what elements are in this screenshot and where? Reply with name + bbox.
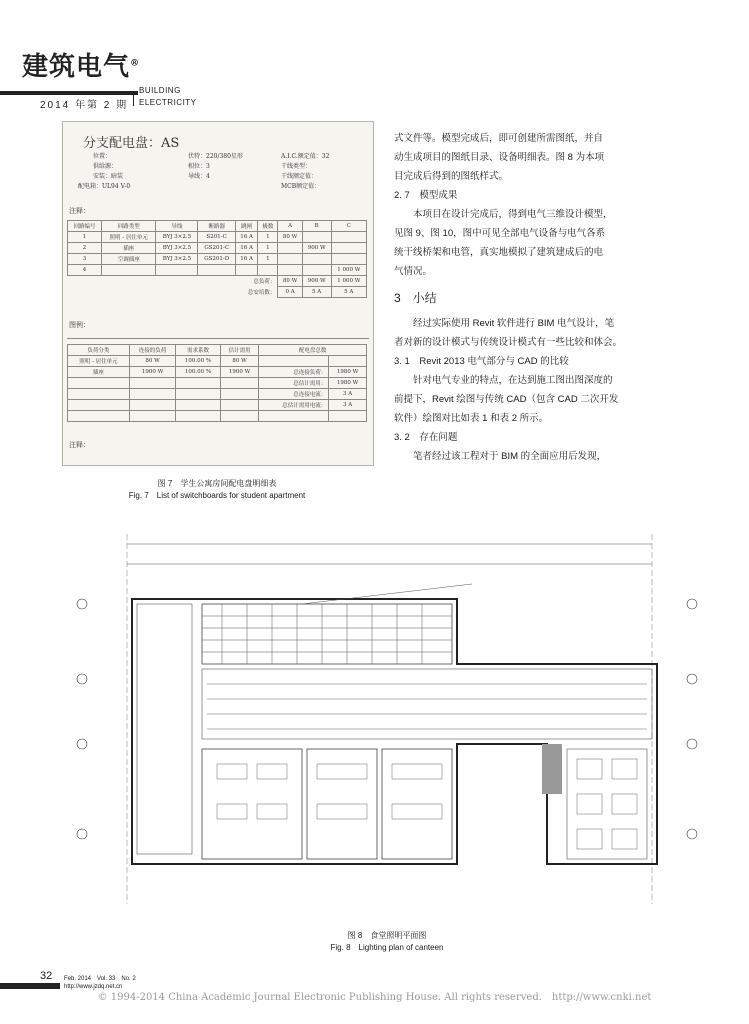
cell: GS201-C (198, 243, 236, 254)
cell: 5 A (331, 287, 366, 298)
info-right-line: A.I.C.额定值：32 (281, 153, 330, 160)
cell (278, 243, 302, 254)
load-summary-table (67, 344, 367, 422)
figure8-caption-en: Fig. 8 Lighting plan of canteen (330, 943, 444, 952)
text-line: 者对新的设计模式与传统设计模式有一些比较和体会。 (394, 337, 623, 348)
cell (176, 378, 221, 389)
col-header: 跳闸 (236, 221, 258, 232)
summary-label: 总估计需用： (259, 378, 329, 389)
col-header: 配电盘总数 (259, 345, 367, 356)
cell (68, 389, 130, 400)
footer-url: http://www.jzdq.net.cn (64, 984, 123, 990)
text-line: 气情况。 (394, 266, 433, 277)
total-load-row (68, 276, 367, 287)
cell (68, 400, 130, 411)
col-header: 估计需用 (220, 345, 259, 356)
cell: 1 (68, 232, 102, 243)
summary-label: 总估计需用电流： (259, 400, 329, 411)
info-mid-line: 相位：3 (188, 163, 210, 170)
load-row (68, 411, 367, 422)
cell: 80 W (278, 276, 302, 287)
load-row (68, 378, 367, 389)
cell: 16 A (236, 243, 258, 254)
cell: 100.00 % (176, 356, 221, 367)
cell: 1 000 W (331, 276, 366, 287)
figure8-caption-cn: 图 8 食堂照明平面图 (347, 931, 427, 940)
load-row (68, 400, 367, 411)
cell: 0 A (278, 287, 302, 298)
header-divider (133, 92, 134, 106)
cell (129, 389, 175, 400)
cell (236, 265, 258, 276)
cell: 2 (68, 243, 102, 254)
info-left-line: 安装：暗装 (93, 173, 124, 180)
note-label: 注释： (69, 207, 90, 215)
cell (68, 411, 130, 422)
cell (258, 265, 278, 276)
info-left-line: 位置： (93, 153, 112, 160)
stair-block (542, 744, 562, 794)
info-right-line: 干线额定值： (281, 173, 318, 180)
panel-box-line: 配电箱：UL94 V-0 (78, 183, 131, 190)
cell: 100.00 % (176, 367, 221, 378)
note2-label: 注释： (69, 441, 90, 449)
col-header: 断路器 (198, 221, 236, 232)
load-header-row (68, 345, 367, 356)
cell (278, 265, 302, 276)
switchboard-schedule (62, 121, 374, 466)
cell: BYJ 3×2.5 (156, 232, 198, 243)
cell: 1 000 W (331, 265, 366, 276)
header-rule (0, 91, 138, 95)
cell (331, 243, 366, 254)
cell (220, 389, 259, 400)
cell (302, 232, 331, 243)
col-header: 负荷分类 (68, 345, 130, 356)
col-header: B (302, 221, 331, 232)
issue-label: 2014 年第 2 期 (40, 100, 129, 111)
cell (129, 378, 175, 389)
cell: BYJ 3×2.5 (156, 243, 198, 254)
figure7-caption-en: Fig. 7 List of switchboards for student apartment (128, 491, 306, 500)
cell (302, 254, 331, 265)
cell (278, 254, 302, 265)
cell: 1 (258, 243, 278, 254)
cell: 插座 (68, 367, 130, 378)
registered-mark: ® (130, 58, 141, 69)
col-header: 需求系数 (176, 345, 221, 356)
info-left-line: 供给源： (93, 163, 118, 170)
text-line: 经过实际使用 Revit 软件进行 BIM 电气设计，笔 (413, 318, 615, 329)
text-line: 前提下，Revit 绘图与传统 CAD（包含 CAD 二次开发 (394, 394, 619, 405)
info-mid-line: 导线：4 (188, 173, 210, 180)
cell: 16 A (236, 232, 258, 243)
cell (331, 232, 366, 243)
figure7-caption-cn: 图 7 学生公寓房间配电盘明细表 (157, 479, 277, 488)
circuit-row (68, 265, 367, 276)
cell: 5 A (302, 287, 331, 298)
circuit-table (67, 220, 367, 298)
summary-label: 总连接负荷： (259, 367, 329, 378)
cell: 16 A (236, 254, 258, 265)
chapter-heading: 3 小结 (394, 291, 437, 305)
text-line: 动生成项目的图纸目录、设备明细表。图 8 为本项 (394, 152, 605, 163)
cell: 4 (68, 265, 102, 276)
journal-name-en-line1: BUILDING (139, 86, 181, 95)
cell (198, 265, 236, 276)
journal-logo-text: 建筑电气 (22, 52, 131, 82)
cell: 3 (68, 254, 102, 265)
cell: 80 W (278, 232, 302, 243)
cell: 900 W (302, 243, 331, 254)
cell: 900 W (302, 276, 331, 287)
section-heading: 2. 7 模型成果 (394, 190, 458, 201)
section-heading: 3. 2 存在问题 (394, 432, 458, 443)
col-header: 导线 (156, 221, 198, 232)
journal-name-en-line2: ELECTRICITY (139, 98, 197, 107)
cell (331, 254, 366, 265)
cell (129, 400, 175, 411)
cell: 空调插座 (101, 254, 155, 265)
col-header: C (331, 221, 366, 232)
footer-line: Feb. 2014 Vol. 33 No. 2 (64, 976, 136, 982)
text-line: 目完成后得到的图纸样式。 (394, 171, 509, 182)
cell (259, 356, 329, 367)
cell: GS201-D (198, 254, 236, 265)
section-heading: 3. 1 Revit 2013 电气部分与 CAD 的比较 (394, 356, 569, 367)
cell: 80 W (220, 356, 259, 367)
page-number: 32 (40, 970, 53, 982)
info-right-line: MCB额定值： (281, 183, 321, 190)
separator-line (67, 338, 369, 339)
cell (220, 400, 259, 411)
cell: BYJ 3×2.5 (156, 254, 198, 265)
info-right (281, 152, 329, 192)
text-line: 本项目在设计完成后，得到电气三维设计模型， (413, 209, 613, 220)
circuit-row (68, 254, 367, 265)
info-left (93, 152, 123, 182)
load-row (68, 356, 367, 367)
total-current-label: 总安培数： (247, 290, 276, 296)
text-line: 统干线桥架和电管，真实地模拟了建筑建成后的电 (394, 247, 604, 258)
info-mid-line: 伏特：220/380星形 (188, 153, 243, 160)
cell: 照明 - 居住单元 (68, 356, 130, 367)
info-mid (188, 152, 243, 182)
cell: S201-C (198, 232, 236, 243)
cell (176, 389, 221, 400)
cell (220, 411, 259, 422)
text-line: 针对电气专业的特点，在达到施工图出图深度的 (413, 375, 613, 386)
col-header: 连接的负荷 (129, 345, 175, 356)
board-title: 分支配电盘：AS (83, 136, 180, 151)
cell: 插座 (101, 243, 155, 254)
cell (68, 378, 130, 389)
body-text-column (394, 129, 690, 466)
summary-value: 1980 W (329, 367, 367, 378)
info-right-line: 干线类型： (281, 163, 312, 170)
cell (259, 411, 329, 422)
cell (220, 378, 259, 389)
cell: 1900 W (220, 367, 259, 378)
summary-value: 1980 W (329, 378, 367, 389)
cell (156, 265, 198, 276)
copyright-watermark: © 1994-2014 China Academic Journal Electronic Publishing House. All rights reserved. http://www.cnki.net (97, 992, 652, 1003)
cell (101, 265, 155, 276)
cell (329, 411, 367, 422)
cell (129, 411, 175, 422)
summary-label: 总连接电流： (259, 389, 329, 400)
col-header: 回路编号 (68, 221, 102, 232)
cell: 1 (258, 254, 278, 265)
cell: 1 (258, 232, 278, 243)
cell (302, 265, 331, 276)
cell: 80 W (129, 356, 175, 367)
text-line: 见图 9、图 10，图中可见全部电气设备与电气各系 (394, 228, 606, 239)
total-load-label: 总负荷： (253, 279, 276, 286)
journal-logo (22, 46, 140, 83)
col-header: A (278, 221, 302, 232)
text-line: 笔者经过该工程对于 BIM 的全面应用后发现， (413, 451, 607, 462)
circuit-row (68, 232, 367, 243)
text-line: 软件）绘图对比如表 1 和表 2 所示。 (394, 413, 549, 424)
text-line: 式文件等。模型完成后，即可创建所需图纸，并自 (394, 133, 604, 144)
lighting-plan-drawing (72, 504, 702, 924)
cell (176, 400, 221, 411)
summary-value: 3 A (329, 400, 367, 411)
cell: 1900 W (129, 367, 175, 378)
col-header: 回路类型 (101, 221, 155, 232)
total-current-row (68, 287, 367, 298)
summary-value: 3 A (329, 389, 367, 400)
cell (329, 356, 367, 367)
legend-label: 图例： (69, 321, 90, 329)
col-header: 极数 (258, 221, 278, 232)
load-row (68, 389, 367, 400)
circuit-header-row (68, 221, 367, 232)
load-row (68, 367, 367, 378)
cell (176, 411, 221, 422)
cell: 照明 - 居住单元 (101, 232, 155, 243)
circuit-row (68, 243, 367, 254)
